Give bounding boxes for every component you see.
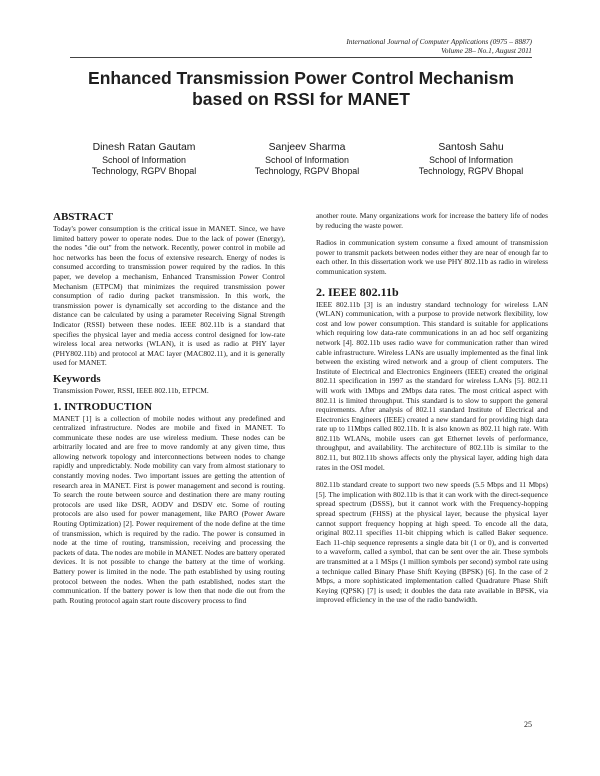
author-inst: Technology, RGPV Bhopal [418, 166, 524, 176]
intro-heading: 1. INTRODUCTION [53, 400, 153, 413]
author-inst: Technology, RGPV Bhopal [254, 166, 360, 176]
header-rule [70, 57, 532, 58]
author-1 [64, 141, 224, 177]
right-column [316, 211, 548, 605]
journal-header [346, 37, 532, 55]
intro-text: MANET [1] is a collection of mobile nodes without any predefined and centralized infrastructure. Nodes are mobile and fixed in MANET. To communicate these nodes are use wireless medium. These nodes can be arbitrarily located and are free to move randomly at any given time, thus allowing network topology and interconnections between nodes to change rapidly and unpredictably. Node mobility can vary from almost stationary to constantly moving nodes. Two important issues are getting the attention of research area in MANET. First is power management and second is routing. To search the route between source and destination there are many routing protocols are used like DSR, AODV and DSDV etc. Some of routing protocols are also used for power management, like PARO (Power Aware Routing Optimization) [2]. Power requirement of the node define at the time of transmission, which is required by the radio. The power is consumed in node at the time of routing, transmission, receiving and processing the packets of data. The nodes are mobile in MANET. Nodes are battery operated devices. It is not possible to change the battery at the time of working. Battery power is limited in the node. The path established by using routing protocol between the nodes. When the path established, nodes start the communication. If the battery power is low then that node die out from the path. Routing protocol again start route discovery process to find [53, 413, 285, 605]
author-name: Sanjeev Sharma [268, 142, 346, 153]
title-line-1: Enhanced Transmission Power Control Mechanism [88, 68, 514, 88]
ieee-paragraph-1: IEEE 802.11b [3] is an industry standard technology for wireless LAN (WLAN) communication, with a purpose to provide network flexibility, low cost and low power consumption. This standard is suitable for applications which requiring low data-rate communications in an ad hoc self organizing network [4]. 802.11b uses radio wave for communication rather than wired cable infrastructure. Wireless LANs are usually implemented as the final link between the existing wired network and a group of client computers. The Institute of Electrical and Electronics Engineers (IEEE) created the original 802.11 specification in 1997 as the standard for wireless LANs [5]. 802.11 will work with 1Mbps and 2Mbps data rates. The most critical aspect with 802.11 is limited throughput. This standard is to slow to support the general requirements. After analysis of 802.11 standard Institute of Electrical and Electronics Engineers (IEEE) created a new standard for providing high data rate up to 11Mbps called 802.11b. It is also known as 802.11 high rate. With 802.11b WLANs, mobile users can get Ethernet levels of performance, throughput, and availability. The architecture of 802.11b is similar to the 802.11, but 802.11b shows affects only the physical layer, adding high data rates in the OSI model. [316, 299, 548, 472]
abstract-heading: ABSTRACT [53, 211, 113, 223]
keywords-text: Transmission Power, RSSI, IEEE 802.11b, ETPCM. [53, 385, 209, 395]
keywords-heading: Keywords [53, 372, 101, 385]
ieee-heading: 2. IEEE 802.11b [316, 284, 399, 299]
abstract-text: Today's power consumption is the critical issue in MANET. Since, we have limited battery power to operate nodes. Due to the lack of power (Energy), the nodes "die out" from the network. Recently, power control in mobile ad hoc networks has been the focus of extensive research. Energy of nodes is consumed according to transmission power required by the radios. In this paper, we develop a mechanism, Enhanced Transmission Power Control Mechanism (ETPCM) that minimizes the required transmission power consumption of radio during packet transmission. In this work, the transmission power is dynamically set according to the distance and the distance can be calculated by using a parameter Receiving Signal Strength Indicator (RSSI) between these nodes. IEEE 802.11b is a standard that specifies the physical layer and media access control designed for low-rate wireless local area networks (WLAN), it is used as radio at PHY layer (PHY802.11b) and protocol at MAC layer (MAC802.11), and it is generally used for MANET. [53, 224, 285, 368]
left-column [53, 211, 285, 605]
author-3 [391, 141, 551, 177]
title-line-2: based on RSSI for MANET [192, 89, 410, 109]
author-name: Dinesh Ratan Gautam [92, 142, 196, 153]
journal-name: International Journal of Computer Applications (0975 – 8887) [346, 37, 532, 46]
author-dept: School of Information [265, 155, 349, 165]
page-number: 25 [524, 720, 532, 729]
author-dept: School of Information [429, 155, 513, 165]
author-dept: School of Information [102, 155, 186, 165]
author-name: Santosh Sahu [438, 142, 504, 153]
ieee-paragraph-2: 802.11b standard create to support two new speeds (5.5 Mbps and 11 Mbps) [5]. The implication with 802.11b is that it can work with the direct-sequence spread spectrum (DSSS), but it cannot work with the Frequency-hopping spread spectrum (FHSS) at the physical layer, because the physical layer cannot support frequency hopping at high speed. To encode all the data, original 802.11 specifies 11-bit chipping which is called Baker sequence. Each 11-chip sequence represents a single data bit (1 or 0), and is converted to a waveform, called a symbol, that can be sent over the air. These symbols are transmitted at a 1 MSps (1 million symbols per second) symbol rate using a technique called Binary Phase Shift Keying (BPSK) [6]. In the case of 2 Mbps, a more sophisticated implementation called Quadrature Phase Shift Keying (QPSK) [7] is used; it doubles the data rate available in BPSK, via improved efficiency in the use of the radio bandwidth. [316, 480, 548, 605]
author-2 [227, 141, 387, 177]
author-inst: Technology, RGPV Bhopal [91, 166, 197, 176]
paper-title [70, 68, 532, 110]
radios-paragraph: Radios in communication system consume a fixed amount of transmission power to transmit packets between nodes either they are near of enough far to each other. In this dissertation work we use PHY 802.11b as radio in wireless communication system. [316, 238, 548, 276]
journal-volume: Volume 28– No.1, August 2011 [441, 46, 532, 55]
intro-continued-text: another route. Many organizations work for increase the battery life of nodes by reducing the waste power. [316, 211, 548, 230]
